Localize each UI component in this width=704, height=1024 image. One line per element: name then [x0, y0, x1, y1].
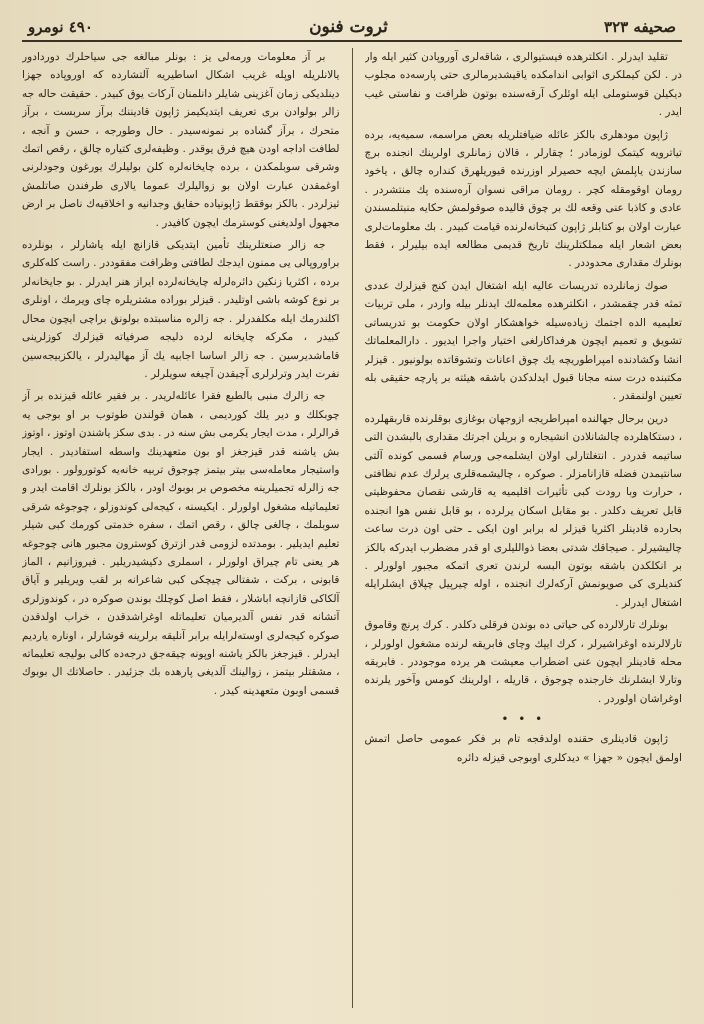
text-columns [22, 48, 682, 1008]
paragraph: ژاپون مودهلری بالکز عائله‌ ضیافتلریله بعض مراسمه، سمیه‌یه، برده تیاترویه کیتمک لوزمادر ؛ چقارلر ، قالان زمانلری اولرینك انجنده برچ سازندن یاپلمش ایچه حصیرلر اوزرنده قیوریلهرق کنداره چالق ، یاخود رومان اوقومقله کچر . رومان مراقی نسوان آره‌سنده پك منتشردر . عادی و کاذبا عنی وقعه‌ لك بر چوق قالیده صوقولمش حکایه منبتلمسندن عبارت اولان بو کتابلر ژاپون کتبخانه‌لرنده قیامت کبیدر . بك معلومات‌لری بعض اشعار ایله مملکتلرینك تاریخ قدیمی مطالعه ایده بیلیرلر ، فقط بونلرك مقداری محدوددر . [364, 128, 682, 270]
right-column [365, 48, 683, 1008]
paragraph: جه زالرك منبی بالطبع فقرا عائله‌لریدر . بر فقیر عائله قیزنده بر آز چوبکلك و دیر یلك کوردیمی ، همان قولندن طوتوب بر او بوجی یه قرالرلر ، مدت ایجار یکرمی بش سنه‌ در . بدی سکز یاشندن اوتوز ، اوتوز بش یاشنه قدر قیزجغز او بون متعهدینك واسطه‌ استفادیدر . ایجار واستیجار معامله‌سی بیتر بیتمز چوجوق تربیه‌ خانه‌یه کوتورولور . بورادی جه زالرله تجمیلرینه مخصوص بر بوبوك اودر ، بالکز بونلرك اقامت ایدر و تعلیماتیله مشغول اولورلر . ایکیسنه ، کیجه‌لی کوندوزلو ، چوجوغه شرقی سوبلمك ، چالغی چالق ، رقص اتمك ، سفره خدمتی کورمك کبی شیلر تعلیم ایدیلیر . بومدتده لزومی قدر ازترق کوسترون مجبور هانی چوجوغه هر یعنی تام چیراق اولورلر ، اسملری دکیشیدریلیر . فیروزانیم ، الماز قابونی ، برکت ، شفتالی چیچکی کبی شاعرانه بر لقب ویریلیر و آیاق آلکاکی قازانچه اباشلار ، فقط اصل کوچلك بوندن صوکره‌ در ، کوندوزلری آتشانه قدر نفس آلدیرمیان تعلیماتله اوغراشدقدن ، خراب اولدقدن صوکره کیجه‌لری اوسته‌لرایله برابر آنلیقه برلرینه قوشارلر ، اوناره یاردیم ایدرلر . قیزجغز بالکز یاشنه اوپونه چیقه‌جق درجه‌ده کالی بولیجه تعلیماته ، مشقتلر بیتمز ، زوالینك آلدیغی پارهده بك جزئیدر . حاصلاتك ال بوبوك قسمی اوبون متعهدینه کیدر . [22, 390, 340, 697]
section-separator: • • • [501, 712, 546, 727]
column-divider [352, 48, 353, 1008]
paragraph: ژاپون قادینلری حقنده اولدقجه تام بر فکر عمومی حاصل اتمش اولمق ایچون « جهزا » دیدکلری اوبوجی قیزله دائره [364, 733, 682, 764]
paragraph: جه زالر صنعتلرینك تأمین ایتدیکی قازانچ ایله یاشارلر ، بونلرده براوروپالی یی ممنون ایدجك لطافتی وظرافت مفقوددر . راست کله‌کلری برده ، اکثریا زنکین دائره‌لرله چایخانه‌لرده ایراز هنر ایدرلر . بو جایخانه‌لر بر نوع کوشه باشی اوتلیدر . قیزلر بوراده مشتریلره چای ویرمك ، اونلری اکلندرمك ایله مکلفدرلر . جه زالره مناسبتده بولونق براچی ایچون محال کبیدر ، مکرکه چایخانه‌ لرده دلیجه صرفیاته قیزلرك کوزلرینی قاماشدیرسین . جه زالر اساسا اجابیه یك آز مهالیدرلر ، یالکزبیجه‌سین نفرت ایدر وترلرلری آچیقدن آچیغه سویلرلر . [22, 239, 340, 380]
journal-title: ثروت فنون [309, 17, 388, 37]
page-header [22, 14, 682, 42]
issue-number-label: ٤٩٠ نومرو [28, 18, 93, 36]
paragraph: صوك زمانلرده تدریسات عالیه ایله اشتغال ایدن کنج قیزلرك عددی تمثه قدر چقمشدر ، انکلترهده معلمه‌لك ایدنلر بیله واردر ، ملی تربیات تعلیمیه الده اجتمك زیاده‌سیله خواهشکار اولان حکومت بو تدریساتی تشویق و تعمیم ایچون هرفداکارلغی اختیار واجرا ایدیور . دارالمعلماتك انشا وکشادنده امپراطوریچه‌ یك چوق اعانات وتشوقاتده بولونیور . قیزلر مکتبنده درت سنه مجانا قبول ایدلدکدن باشقه هیئته بر پارچه حقیقی بله تعیین اولنمقدر . [364, 279, 682, 403]
paragraph: درین برحال جهالنده امپراطریجه‌ ازوجهان بوغازی بوقلرنده قاربقهلرده ، دستکاهلرده چالشانلادن انشیجاره و بریلن اجرتك مقداری بالبشدن التی ساتیمه قدردر . انتغلتارلی اولان ایشلمه‌جی ورسام قسمی کونده آلتی سانتیمدن فضله قازانامزلر . صوکره ، چالیشمه‌قلری یرلرك عدم نظافتی ، حرارت وبا رودت کبی تأثیرات اقلیمیه‌ یه قارشی نقصان محفوظیتی قابل تعریف دکلدر . بو مقابل اسکان یرلرده ، بو قابل نفس هوا انجنده بحارده قادینلر اکثریا قیزلر له برابر اون ایکی ـ حتی اون درت ساعت چالیشیرلر . صیجاقك شدتی بعضا ذواللیلری او قدر مضطرب ایدرکه بالکز بر انکلکدن باشقه بوتون البسه‌ لرندن تعری اتمکه مجبور اولورلر . کندیلری کی صویونمش آرکه‌لرك انجنده ، اوله چیرپیل چپلاق ایشلرایله اشتغال ایدرلر . [364, 412, 682, 609]
paragraph: بونلرك تارلالرده‌ کی حیاتی ده بوندن فرقلی دکلدر . کرك پرنچ وقاموق تارلالرنده اوغراشیرلر ، کرك ایپك وچای فابریقه‌ لرنده مشغول اولورلر ، محله قادینلر ایچون عنی اضطراب معیشت هر یرده موجوددر . فابریقه‌ وتارلا ایشلرنك خارجنده چوجوق ، قاریله ، اولرینك کومس وآخور یلرنده اوغراشان اولوردر . [364, 619, 682, 705]
left-column [22, 48, 340, 1008]
paragraph: تقلید ایدرلر . انکلترهده فیستیوالری ، شاقه‌لری آوروپادن کثیر ایله وار در . لکن کیملکری اثوابی اندامکده یاقیشدیرمالری حتی پارسه‌ده مجلوب دیکیلن قوستوملی ایله اوئلرک آرقه‌سنده بوتون ظرافت و نفاستی غیب ایدر . [364, 51, 682, 119]
page-number-label: صحیفه ٣٢٣ [604, 18, 676, 36]
paragraph: بر آز معلومات ورمه‌لی یز : بونلر مبالغه‌ جی سیاحلرك دوردادور یالانلریله اوپله غریب اشکال اساطیریه آلتشارده که اوروپاده جهزا دینلدیکی زمان آغزینی شایلر دانلمنان آرکات یوق کبیدر . حقیقت حاله جه زالر بولوادن بری تعریف ایتدیکیمز ژاپون قادیننك برآز سربست ، برآز متحرك ، برآز گشاده بر نمونه‌سیدر . حال وطورجه ، حسن و آنجه ، لطافت اداجه اودن هیچ فرق یوقدر . وظیفه‌لری کتیاره چالق ، رقص اتمك وشرقی سوبلمکدن ، برده چایخانه‌لره کلن بولیلرك یورغون وجودلرنی اوغمقدن عبارت اولان بو زوالیلرك عموما یالاری طرفندن صاتلمش ثیزلردر . بالکز بوققط ژاپونیاده حقایق وجدانیه و اخلاقیه‌ك ناصل بر ارض مجهول اولدیغنی کوسترمك ایچون کافیدر . [22, 51, 340, 229]
